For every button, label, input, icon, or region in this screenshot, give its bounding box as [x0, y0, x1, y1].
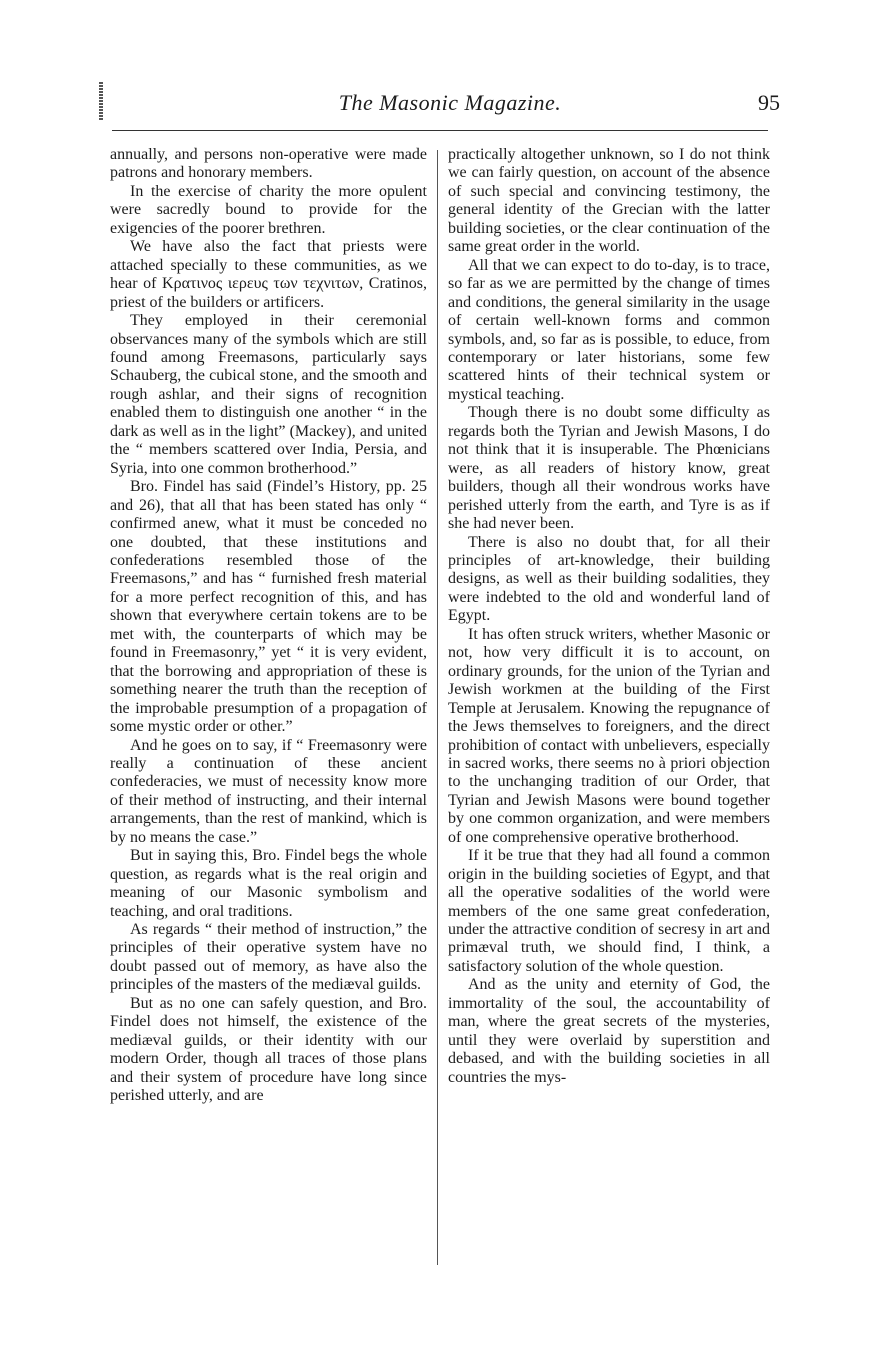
page-number: 95 — [758, 90, 780, 115]
paragraph: There is also no doubt that, for all their principles of art-knowledge, their building designs, as well as their building sodalities, they were indebted to the old and wonderful land of Egypt. — [448, 533, 770, 625]
paragraph: We have also the fact that priests were attached specially to these communities, as we hear of Κρατινος ιερευς των τεχνιτων, Cratinos, priest of the builders or artificers. — [110, 238, 427, 311]
paragraph: But as no one can safely question, and Bro. Findel does not himself, the existence of the mediæval guilds, or their identity with our modern Order, though all traces of those plans and their system of procedure have long since perished utterly, and are — [110, 994, 427, 1105]
paragraph: It has often struck writers, whether Masonic or not, how very difficult it is to account, on ordinary grounds, for the union of the Tyrian and Jewish workmen at the building of the First Temple at Jerusalem. Knowing the repugnance of the Jews themselves to foreigners, and the direct prohibition of contact with unbelievers, especially in sacred works, there seems no à priori objection to the unchanging tradition of our Order, that Tyrian and Jewish Masons were bound together by one common organization, and were members of one comprehensive operative brotherhood. — [448, 625, 770, 846]
page-header — [110, 90, 780, 120]
right-column — [448, 146, 770, 1087]
left-column — [110, 146, 427, 1106]
column-divider — [437, 150, 438, 1265]
paragraph: annually, and persons non-operative were made patrons and honorary members. — [110, 146, 427, 182]
paragraph: And he goes on to say, if “ Freemasonry were really a continuation of these ancient confederacies, we must of necessity know more of their method of instructing, and their internal arrangements, than the rest of mankind, which is by no means the case.” — [110, 736, 427, 846]
running-title: The Masonic Magazine. — [338, 90, 562, 115]
paragraph: All that we can expect to do to-day, is to trace, so far as we are permitted by the change of times and conditions, the general similarity in the usage of certain well-known forms and common symbols, and, so far as is possible, to educe, from contemporary or later historians, some few scattered hints of their technical system or mystical teaching. — [448, 256, 770, 403]
paragraph: If it be true that they had all found a common origin in the building societies of Egypt, and that all the operative sodalities of the world were members of the one same great confederation, under the attractive condition of secresy in art and primæval truth, we should find, I think, a satisfactory solution of the whole question. — [448, 847, 770, 975]
paragraph: As regards “ their method of instruction,” the principles of their operative system have no doubt passed out of memory, as have also the principles of the masters of the mediæval guilds. — [110, 921, 427, 994]
paragraph: They employed in their ceremonial observances many of the symbols which are still found among Freemasons, particularly says Schauberg, the cubical stone, and the smooth and rough ashlar, and their signs of recognition enabled them to distinguish one another “ in the dark as well as in the light” (Mackey), and united the “ members scattered over India, Persia, and Syria, into one common brotherhood.” — [110, 312, 427, 477]
paragraph: Bro. Findel has said (Findel’s History, pp. 25 and 26), that all that has been stated has only “ confirmed anew, what it must be conceded no one doubted, that these institutions and confederations resembled those of the Freemasons,” and has “ furnished fresh material for a more perfect recognition of this, and has shown that everywhere certain tokens are to be met with, the counterparts of which may be found in Freemasonry,” yet “ it is very evident, that the borrowing and appropriation of these is something nearer the truth than the reception of the improbable presumption of a propagation of some mystic order or other.” — [110, 478, 427, 736]
paragraph: And as the unity and eternity of God, the immortality of the soul, the accountability of man, where the great secrets of the mysteries, until they were overlaid by superstition and debased, and with the building societies in all countries the mys- — [448, 976, 770, 1086]
header-rule — [112, 130, 768, 131]
binding-edge-mark — [99, 82, 103, 120]
paragraph: practically altogether unknown, so I do not think we can fairly question, on account of the absence of such special and convincing testimony, the general identity of the Grecian with the latter building societies, or the clear continuation of the same great order in the world. — [448, 146, 770, 256]
paragraph: In the exercise of charity the more opulent were sacredly bound to provide for the exigencies of the poorer brethren. — [110, 182, 427, 237]
paragraph: But in saying this, Bro. Findel begs the whole question, as regards what is the real origin and meaning of our Masonic symbolism and teaching, and oral traditions. — [110, 847, 427, 920]
paragraph: Though there is no doubt some difficulty as regards both the Tyrian and Jewish Masons, I do not think that it is insuperable. The Phœnicians were, as all readers of history know, great builders, though all their wondrous works have perished utterly from the earth, and Tyre is as if she had never been. — [448, 404, 770, 533]
